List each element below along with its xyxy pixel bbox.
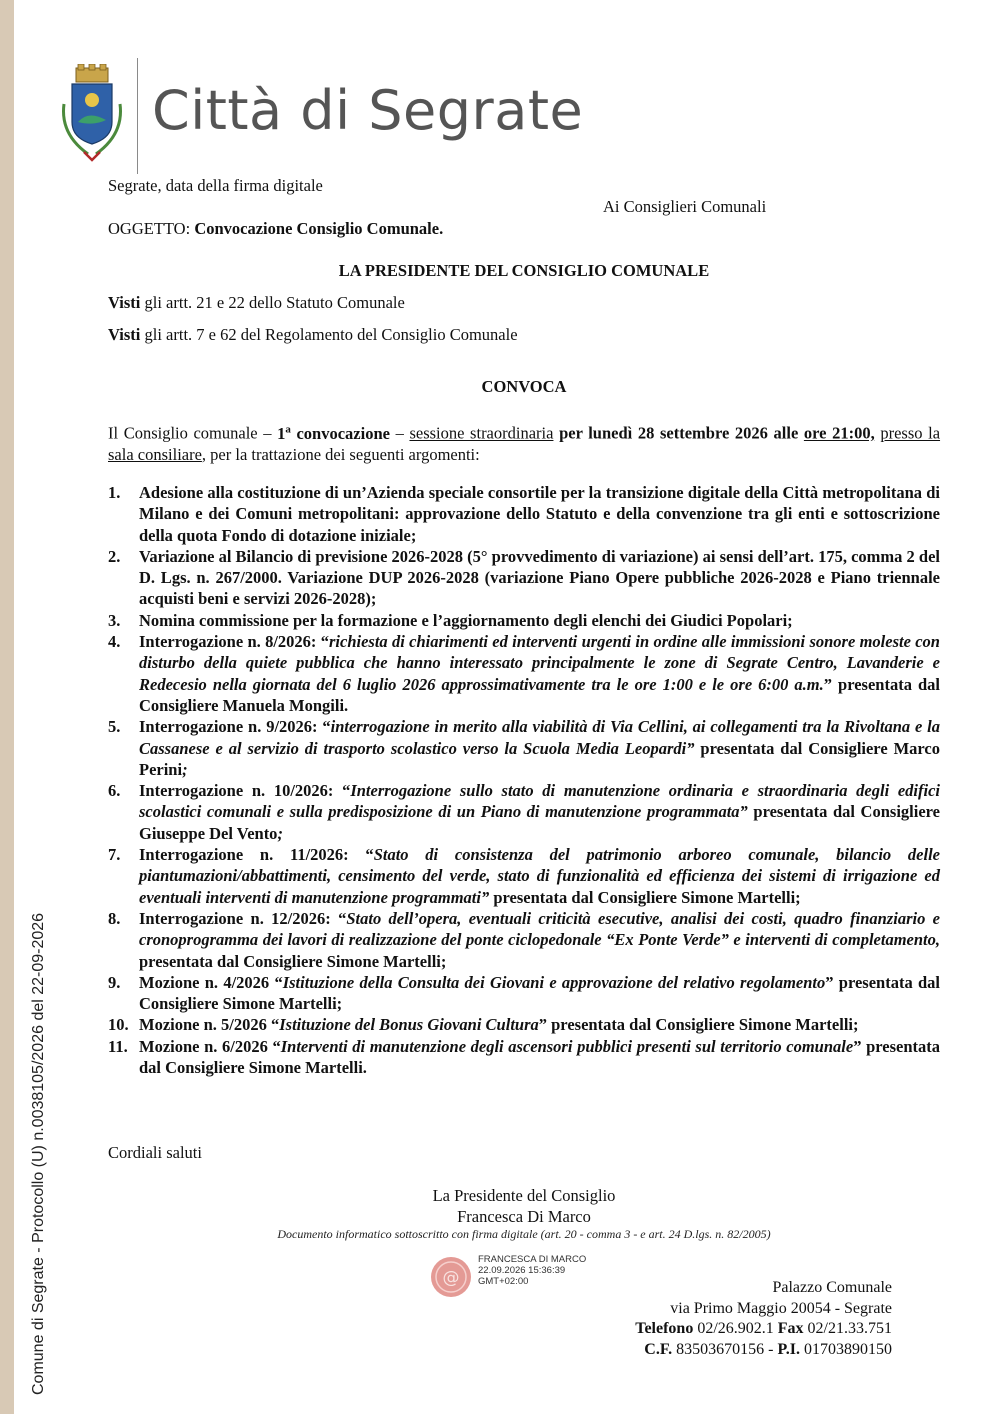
visti-line-2 — [108, 324, 518, 345]
agenda-text: Istituzione del Bonus Giovani Cultura — [279, 1015, 539, 1035]
city-title: Città di Segrate — [152, 79, 584, 142]
intro-text: – — [389, 423, 410, 443]
agenda-item — [108, 482, 940, 546]
svg-text:@: @ — [442, 1268, 460, 1288]
agenda-number: 9. — [108, 972, 121, 992]
agenda-text: ; — [182, 759, 188, 779]
agenda-text: presentata dal Consigliere Simone Martelli; — [489, 887, 801, 907]
signature-name: Francesca Di Marco — [457, 1207, 591, 1226]
agenda-number: 11. — [108, 1036, 128, 1056]
visti-label: Visti — [108, 325, 141, 344]
agenda-item — [108, 844, 940, 908]
agenda-item — [108, 631, 940, 716]
agenda-text: Interrogazione n. 12/2026: “ — [139, 908, 347, 928]
agenda-item — [108, 1036, 940, 1079]
tax-line: C.F. 83503670156 - P.I. 01703890150 — [644, 1340, 892, 1358]
place-date: Segrate, data della firma digitale — [108, 176, 323, 195]
agenda-number: 7. — [108, 845, 121, 865]
agenda-text: Interrogazione n. 10/2026: “ — [139, 781, 351, 801]
agenda-text: Adesione alla costituzione di un’Azienda speciale consortile per la transizione digitale della Città metropolitana di Milano e dei Comuni metropolitani: approvazione dello Statuto e della convenzione tra gli enti e sottoscrizione della quota Fondo di dotazione iniziale; — [139, 483, 940, 545]
convocation-number: 1$^a$ convocazione — [277, 423, 390, 443]
agenda-text: interrogazione in merito alla viabilità di Via Cellini, ai collegamenti tra la Rivoltana e la Cassanese e al servizio di trasporto scolastico verso la Scuola Media Leopardi” — [139, 717, 940, 758]
agenda-text: richiesta di chiarimenti ed interventi urgenti in ordine alle immissioni sonore moleste con disturbo della quiete pubblica che hanno interessato principalmente le zone di Segrate Centro, Lavanderie e Redecesio nella giornata del 6 luglio 2026 approssimativamente tra le ore 1:00 e le ore 6:00 a.m. — [139, 632, 940, 694]
meeting-location: presso la sala consiliare — [108, 423, 941, 464]
agenda-text: Interrogazione sullo stato di manutenzione ordinaria e straordinaria degli edifici scolastici comunali e sulla predisposizione di un Piano di manutenzione programmata” — [139, 781, 940, 822]
agenda-text: ” presentata dal Consigliere Simone Martelli; — [538, 1015, 859, 1035]
agenda-item — [108, 780, 940, 844]
signature-role: La Presidente del Consiglio — [432, 1186, 616, 1205]
convocation-paragraph — [108, 419, 940, 466]
protocol-stamp: Comune di Segrate - Protocollo (U) n.0038105/2026 del 22-09-2026 — [30, 912, 47, 1395]
logo-divider — [137, 58, 138, 174]
city-crest-icon — [58, 64, 126, 164]
agenda-text: presentata dal Consigliere Simone Martelli; — [139, 951, 447, 971]
contact-line: Telefono 02/26.902.1 Fax 02/21.33.751 — [635, 1320, 892, 1337]
stamp-name: FRANCESCA DI MARCO — [478, 1254, 587, 1265]
margin-bar — [0, 0, 14, 1414]
agenda-item — [108, 1014, 940, 1035]
agenda-number: 10. — [108, 1015, 129, 1035]
signature-note: Documento informatico sottoscritto con firma digitale (art. 20 - comma 3 - e art. 24 D.lgs. n. 82/2005) — [277, 1227, 771, 1241]
visti-text: gli artt. 7 e 62 del Regolamento del Consiglio Comunale — [140, 325, 518, 344]
agenda-text: ” presentata dal Consigliere Simone Martelli. — [139, 1036, 940, 1078]
signature-block — [248, 1185, 800, 1242]
agenda-text: Nomina commissione per la formazione e l’aggiornamento degli elenchi dei Giudici Popolari; — [139, 610, 793, 630]
recipient: Ai Consiglieri Comunali — [603, 197, 767, 216]
agenda-text: Istituzione della Consulta dei Giovani e approvazione del relativo regolamento — [282, 972, 826, 992]
agenda-text: Interrogazione n. 9/2026: “ — [139, 717, 331, 737]
agenda-text: Variazione al Bilancio di previsione 2026-2028 (5° provvedimento di variazione) ai sensi dell’art. 175, comma 2 del D. Lgs. n. 267/2000. Variazione DUP 2026-2028 (variazione Piano Opere pubbliche 2026-2028 e Piano triennale acquisti beni e servizi 2026-2028); — [139, 546, 941, 609]
address-block — [635, 1278, 892, 1360]
agenda-text: presentata dal Consigliere Giuseppe Del Vento — [139, 802, 940, 843]
agenda-item — [108, 972, 940, 1015]
agenda-text: presentata dal Consigliere Marco Perini — [139, 738, 940, 779]
intro-text: Il Consiglio comunale – — [108, 423, 278, 443]
agenda-item — [108, 716, 940, 780]
visti-text: gli artt. 21 e 22 dello Statuto Comunale — [140, 293, 405, 312]
document-heading: LA PRESIDENTE DEL CONSIGLIO COMUNALE — [338, 261, 710, 280]
stamp-date: 22.09.2026 15:36:39 — [478, 1265, 566, 1276]
subject-label: OGGETTO: — [108, 219, 191, 238]
agenda-text: Mozione n. 5/2026 “ — [139, 1015, 280, 1035]
agenda-text: ” presentata dal Consigliere Manuela Mongili. — [139, 674, 941, 715]
agenda-text: Mozione n. 4/2026 “ — [139, 972, 283, 992]
agenda-text: Mozione n. 6/2026 “ — [139, 1036, 281, 1056]
session-type: sessione straordinaria — [409, 423, 554, 443]
agenda-number: 3. — [108, 610, 121, 630]
agenda-text: Stato dell’opera, eventuali criticità esecutive, analisi dei costi, quadro finanziario e cronoprogramma dei lavori di realizzazione del ponte ciclopedonale “Ex Ponte Verde” e interventi di completamento, — [139, 908, 940, 950]
address-line: via Primo Maggio 20054 - Segrate — [670, 1299, 892, 1317]
agenda-list — [108, 482, 940, 1078]
agenda-text: Interventi di manutenzione degli ascensori pubblici presenti sul territorio comunale — [280, 1036, 854, 1056]
agenda-text: ” presentata dal Consigliere Simone Martelli; — [139, 972, 941, 1014]
agenda-item — [108, 610, 940, 631]
agenda-item — [108, 546, 940, 610]
digital-seal-icon — [430, 1256, 472, 1298]
closing: Cordiali saluti — [108, 1143, 202, 1162]
intro-text: , per la trattazione dei seguenti argomenti: — [201, 445, 480, 464]
visti-line-1 — [108, 292, 405, 313]
agenda-text: Interrogazione n. 8/2026: “ — [139, 632, 329, 652]
meeting-time: ore 21:00, — [803, 423, 875, 443]
agenda-number: 2. — [108, 546, 121, 566]
subject-text: Convocazione Consiglio Comunale. — [194, 219, 444, 238]
address-line: Palazzo Comunale — [772, 1279, 892, 1296]
visti-label: Visti — [108, 293, 141, 312]
digital-stamp — [478, 1254, 586, 1287]
agenda-number: 5. — [108, 717, 121, 737]
agenda-number: 1. — [108, 483, 121, 502]
agenda-number: 6. — [108, 781, 121, 801]
meeting-date: per lunedì 28 settembre 2026 alle — [559, 423, 804, 443]
agenda-text: Stato di consistenza del patrimonio arboreo comunale, bilancio delle piantumazioni/abbattimenti, censimento del verde, stato di funzionalità ed efficienza dei sistemi di irrigazione ed eventuali interventi di manutenzione programmati” — [139, 845, 940, 907]
agenda-text: Interrogazione n. 11/2026: “ — [139, 845, 374, 865]
agenda-item — [108, 908, 940, 972]
convoca-heading: CONVOCA — [481, 377, 567, 396]
subject-line — [108, 218, 443, 239]
agenda-number: 4. — [108, 632, 121, 652]
agenda-number: 8. — [108, 908, 121, 928]
agenda-text: ; — [277, 823, 283, 843]
stamp-timezone: GMT+02:00 — [478, 1276, 529, 1287]
